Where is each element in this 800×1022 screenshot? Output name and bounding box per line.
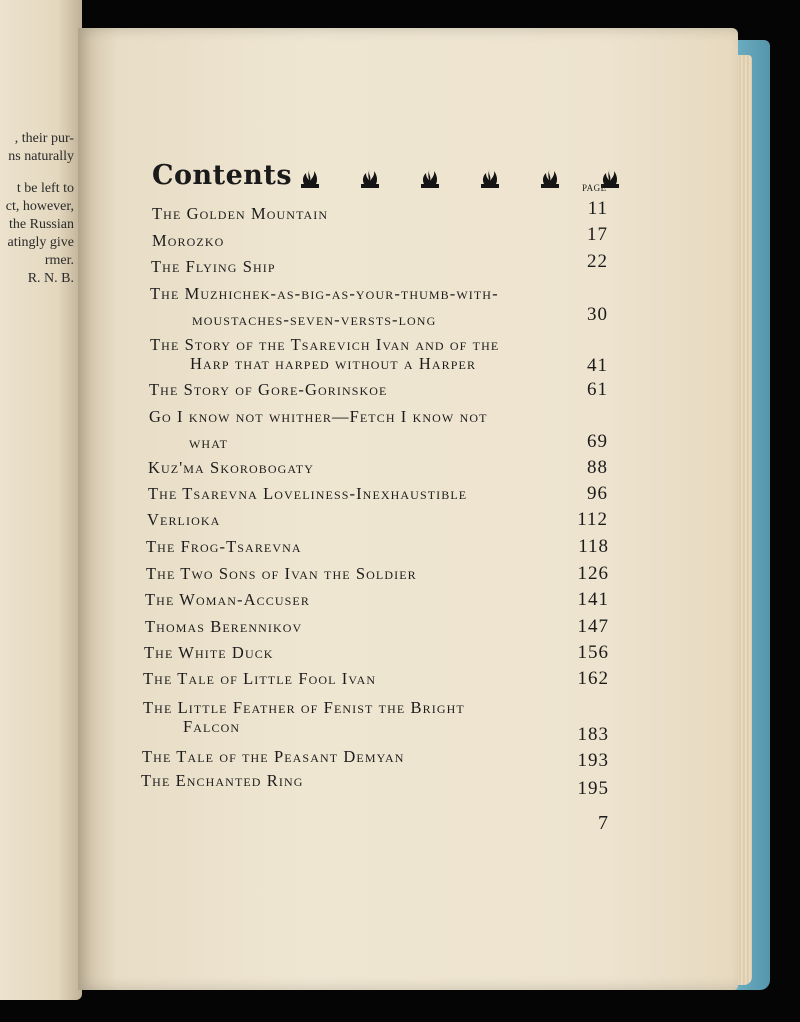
toc-entry-page-number: 162 — [577, 668, 609, 689]
toc-entry-page-number: 17 — [587, 224, 608, 245]
toc-entry-title: The Flying Ship — [151, 257, 276, 276]
toc-entry-page-number: 88 — [587, 457, 608, 478]
toc-entry-title: The Woman-Accuser — [145, 590, 310, 609]
toc-entry-title: The White Duck — [144, 643, 274, 662]
toc-entry-page-number: 147 — [577, 616, 609, 637]
toc-entry-title: Kuz'ma Skorobogaty — [148, 458, 314, 477]
toc-entry-page-number: 183 — [577, 724, 609, 745]
toc-entry-title: Morozko — [152, 231, 225, 250]
toc-entry-title: moustaches-seven-versts-long — [192, 310, 437, 329]
left-page-line: R. N. B. — [27, 271, 74, 286]
toc-entry-title: The Enchanted Ring — [141, 771, 304, 790]
toc-entry-title: The Tsarevna Loveliness-Inexhaustible — [148, 484, 468, 503]
toc-entry-title: Falcon — [183, 717, 241, 736]
toc-entry-title: Go I know not whither—Fetch I know not — [149, 407, 488, 426]
toc-entry-title: Thomas Berennikov — [145, 617, 303, 636]
toc-entry-title: The Tale of the Peasant Demyan — [142, 747, 405, 766]
toc-entry-page-number: 141 — [577, 589, 609, 610]
page-column-label: PAGE — [582, 183, 607, 193]
left-page-line: rmer. — [44, 253, 74, 268]
folio-number: 7 — [598, 812, 608, 834]
contents-title: Contents — [152, 160, 293, 191]
left-page-line: ns naturally — [8, 149, 74, 164]
toc-entry-title: The Two Sons of Ivan the Soldier — [146, 564, 417, 583]
toc-entry-page-number: 96 — [587, 483, 608, 504]
left-page-line: ct, however, — [5, 199, 74, 214]
toc-entry-page-number: 30 — [587, 304, 608, 325]
left-page-line: , their pur- — [14, 131, 74, 146]
toc-entry-page-number: 11 — [587, 198, 608, 219]
toc-entry-title: The Muzhichek-as-big-as-your-thumb-with- — [150, 284, 499, 303]
left-page-line: the Russian — [9, 217, 74, 232]
toc-entry-page-number: 195 — [577, 778, 609, 799]
toc-entry-page-number: 118 — [578, 536, 609, 557]
toc-entry-page-number: 112 — [577, 509, 608, 530]
left-page-line: t be left to — [16, 181, 74, 196]
toc-entry-page-number: 61 — [587, 379, 608, 400]
toc-entry-page-number: 193 — [577, 750, 609, 771]
toc-entry-page-number: 126 — [577, 563, 609, 584]
toc-entry-title: Harp that harped without a Harper — [190, 354, 477, 373]
toc-entry-page-number: 156 — [577, 642, 609, 663]
toc-entry-title: Verlioka — [147, 510, 221, 529]
toc-entry-title: The Story of Gore-Gorinskoe — [149, 380, 388, 399]
toc-entry-title: The Little Feather of Fenist the Bright — [143, 698, 465, 717]
toc-entry-title: what — [189, 433, 229, 452]
toc-entry-title: The Story of the Tsarevich Ivan and of the — [150, 335, 500, 354]
left-page-line: atingly give — [7, 235, 74, 250]
toc-entry-page-number: 41 — [587, 355, 608, 376]
toc-entry-title: The Tale of Little Fool Ivan — [143, 669, 377, 688]
toc-entry-page-number: 69 — [587, 431, 608, 452]
toc-entry-title: The Golden Mountain — [152, 204, 329, 223]
toc-entry-title: The Frog-Tsarevna — [146, 537, 302, 556]
toc-entry-page-number: 22 — [587, 251, 608, 272]
